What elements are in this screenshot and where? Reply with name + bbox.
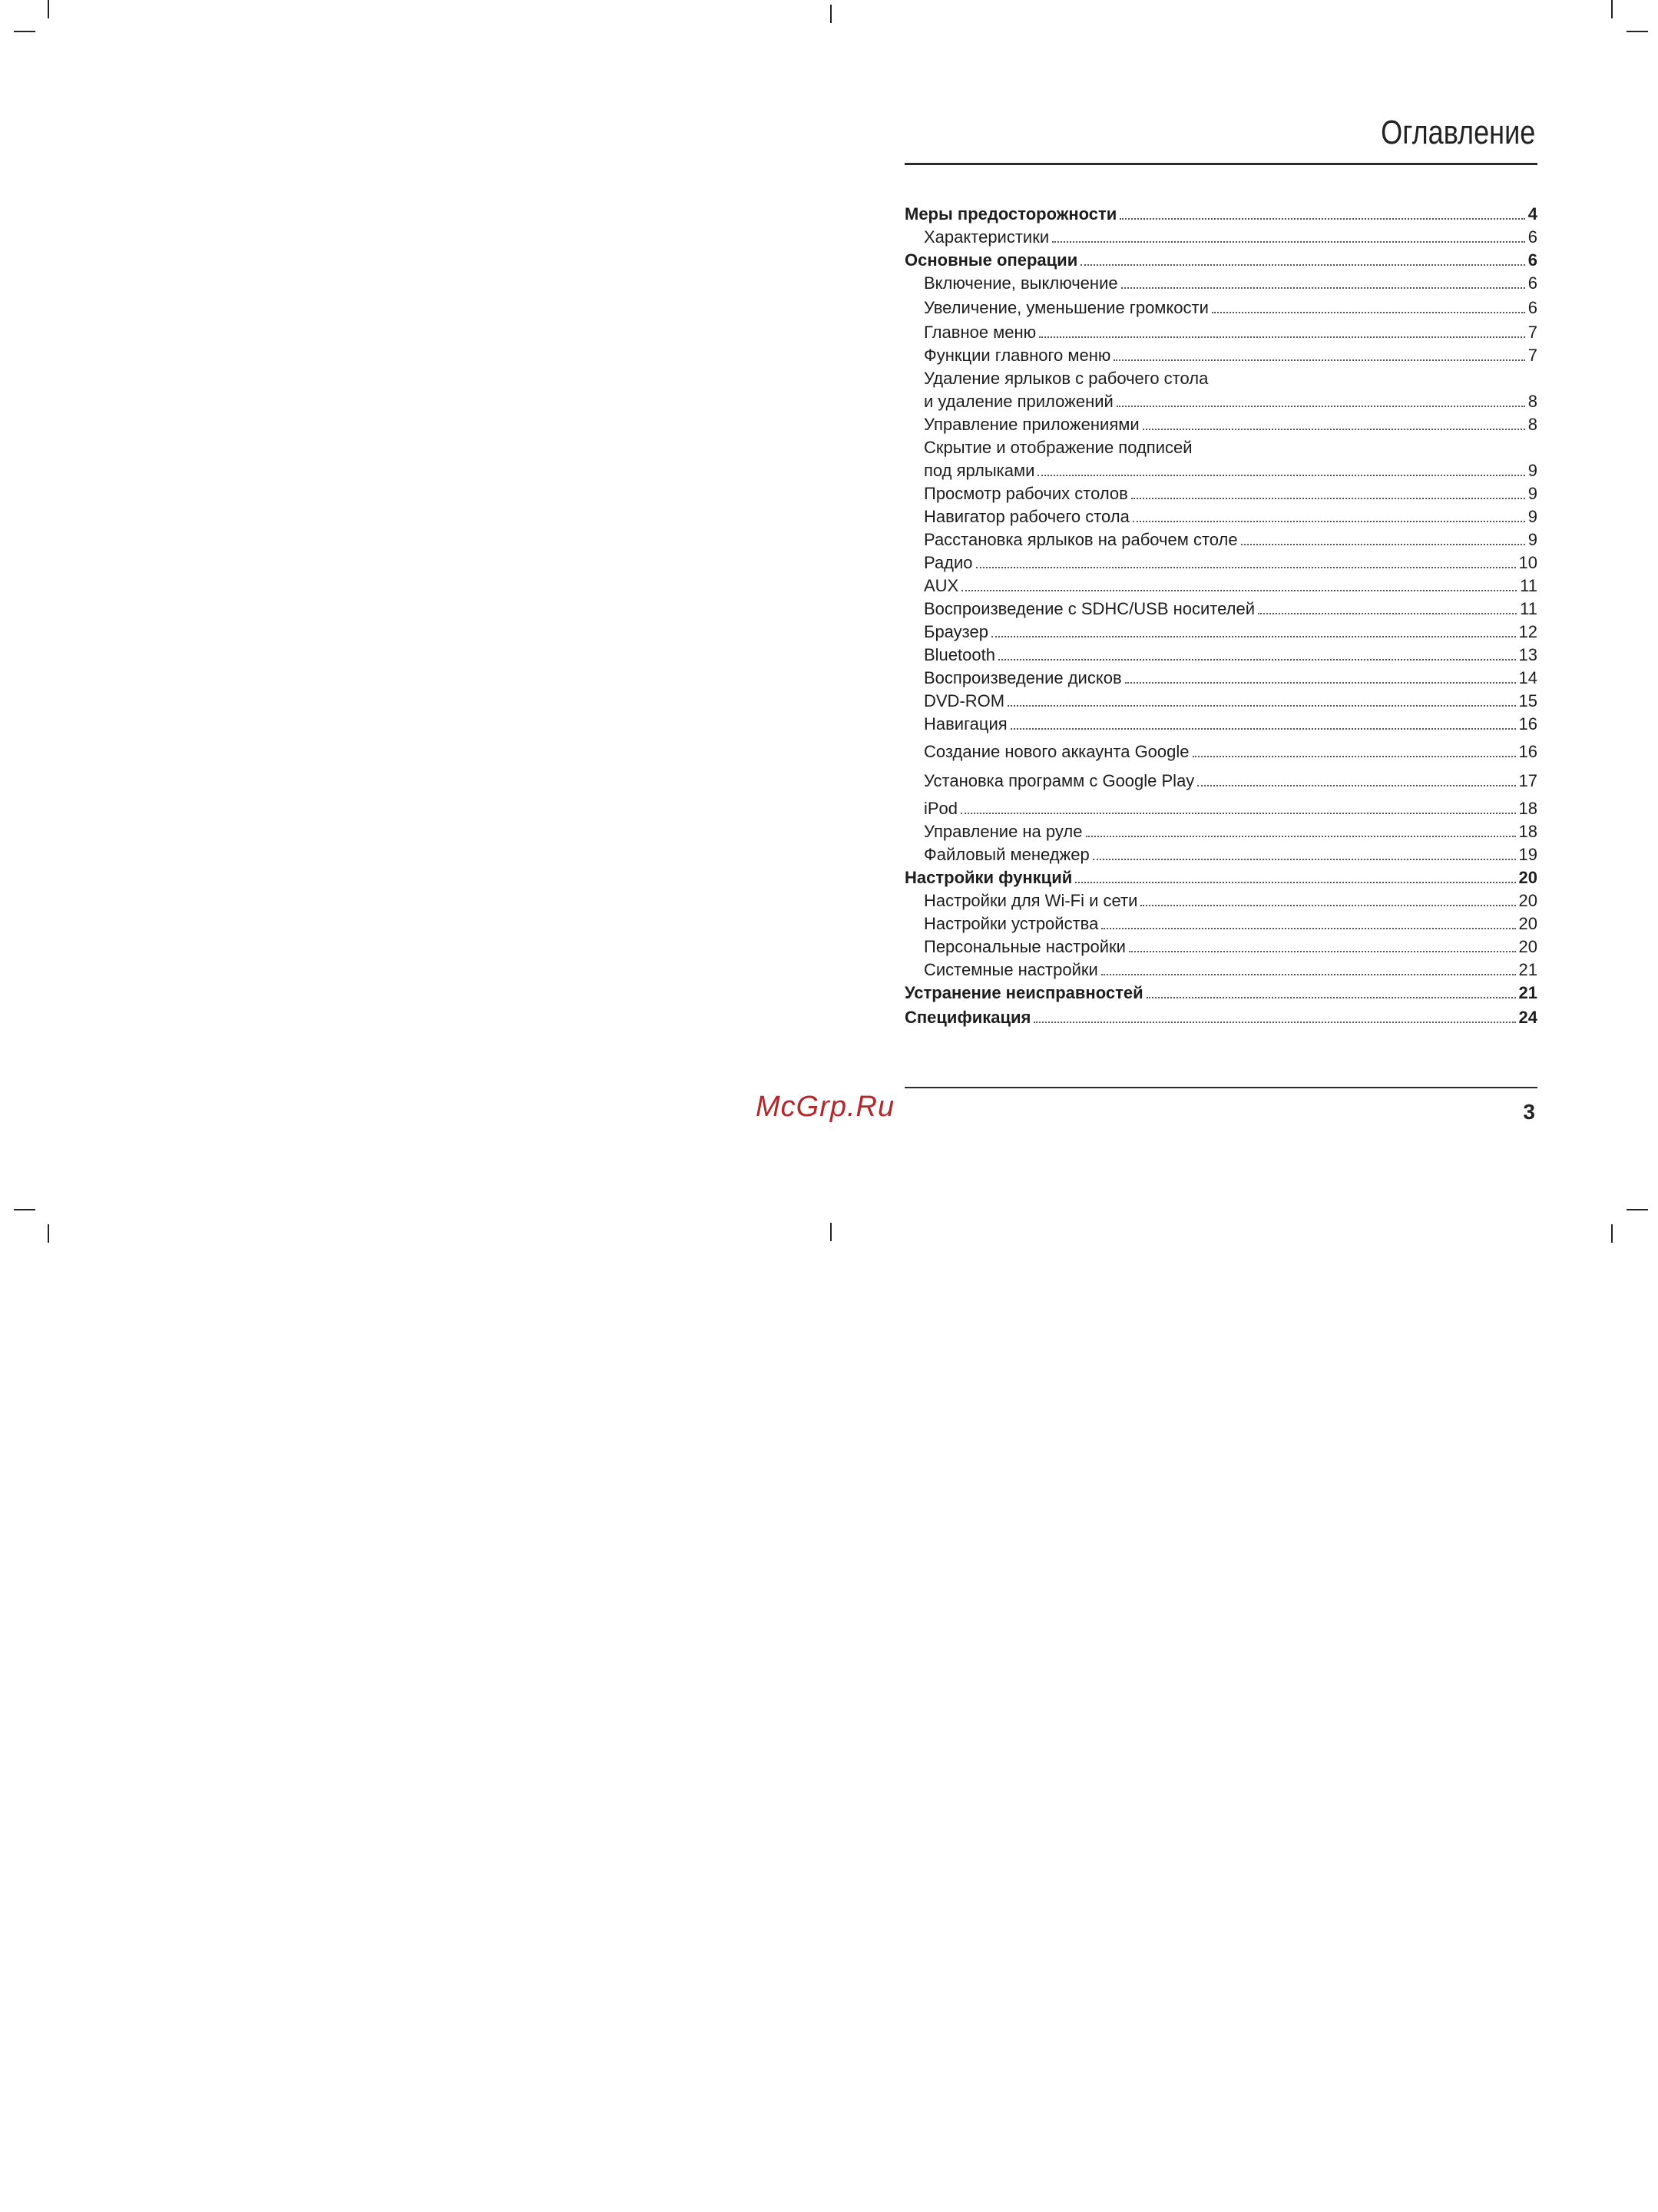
toc-entry [924,739,1537,762]
crop-mark [1611,1224,1613,1243]
toc-entry-page: 20 [1518,914,1537,933]
toc-leader-dots [1143,429,1525,430]
toc-entry [924,458,1537,481]
toc-entry [924,550,1537,573]
toc-entry-label: Устранение неисправностей [905,983,1143,1002]
toc-entry [924,527,1537,550]
toc-entry-page: 9 [1527,484,1537,503]
toc-entry-label: Основные операции [905,250,1078,270]
toc-entry-page: 19 [1518,845,1537,864]
toc-entry-page: 8 [1527,415,1537,434]
toc-leader-dots [1075,882,1515,883]
page-number: 3 [1523,1100,1535,1124]
toc-entry-label: Скрытие и отображение подписей [924,438,1193,457]
toc-leader-dots [976,567,1516,568]
toc-entry [924,768,1537,791]
toc-entry [905,865,1537,888]
toc-entry-label: под ярлыками [924,461,1035,480]
toc-entry [924,366,1537,389]
toc-entry-page: 15 [1518,691,1537,710]
toc-entry [924,619,1537,642]
toc-entry-page: 6 [1527,273,1537,293]
toc-entry-label: Главное меню [924,323,1037,342]
toc-entry-page: 11 [1520,599,1537,618]
toc-entry-page: 21 [1518,983,1537,1002]
toc-entry-page: 11 [1520,576,1537,595]
toc-entry-page: 9 [1527,530,1537,549]
toc-entry-page: 8 [1527,392,1537,411]
toc-entry-page: 14 [1518,668,1537,687]
toc-leader-dots [1101,974,1516,975]
toc-entry [924,888,1537,911]
toc-entry-page: 6 [1527,227,1537,247]
toc-leader-dots [991,636,1516,637]
toc-entry-page: 24 [1518,1008,1537,1027]
toc-entry-label: Радио [924,553,973,572]
toc-entry-page: 7 [1527,346,1537,365]
toc-entry [924,320,1537,343]
toc-entry-label: Управление на руле [924,822,1083,841]
title-divider [905,163,1537,165]
toc-entry [924,688,1537,711]
toc-entry [924,957,1537,980]
toc-entry [905,247,1537,270]
toc-leader-dots [1117,406,1525,407]
toc-entry [924,934,1537,957]
toc-leader-dots [1131,498,1525,499]
toc-entry [905,980,1537,1003]
toc-entry [924,573,1537,596]
toc-leader-dots [1212,312,1525,313]
toc-entry-page: 18 [1518,799,1537,818]
toc-entry-label: Функции главного меню [924,346,1111,365]
toc-entry-page: 12 [1518,622,1537,641]
toc-entry [924,270,1537,293]
toc-leader-dots [961,590,1517,591]
toc-entry-page: 9 [1527,507,1537,526]
watermark: McGrp.Ru [756,1091,895,1123]
toc-leader-dots [1008,705,1515,707]
toc-entry-label: AUX [924,576,959,595]
crop-mark [14,1209,35,1210]
toc-entry [924,711,1537,734]
toc-leader-dots [998,659,1516,661]
toc-leader-dots [1081,264,1525,266]
toc-entry-label: Браузер [924,622,988,641]
toc-leader-dots [1258,613,1517,614]
toc-entry [924,796,1537,819]
toc-leader-dots [1125,682,1516,684]
toc-entry-page: 20 [1518,868,1537,887]
toc-entry-page: 4 [1527,204,1537,224]
toc-entry [924,842,1537,865]
crop-mark [48,0,49,18]
crop-mark [830,5,832,23]
toc-entry-label: Воспроизведение дисков [924,668,1122,687]
toc-entry-page: 7 [1527,323,1537,342]
toc-leader-dots [1121,287,1525,289]
toc-entry-label: Увеличение, уменьшение громкости [924,298,1209,317]
toc-entry [924,504,1537,527]
toc-leader-dots [961,813,1515,814]
toc-entry-label: Спецификация [905,1008,1031,1027]
toc-entry-label: DVD-ROM [924,691,1005,710]
toc-entry-page: 6 [1527,298,1537,317]
toc-leader-dots [1120,218,1524,220]
toc-entry [924,642,1537,665]
toc-leader-dots [1193,756,1516,757]
toc-entry [924,435,1537,458]
toc-entry-label: Настройки устройства [924,914,1099,933]
crop-mark [1611,0,1613,18]
toc-leader-dots [1197,785,1515,786]
toc-entry-page: 20 [1518,937,1537,956]
toc-entry-label: Включение, выключение [924,273,1118,293]
toc-entry-label: и удаление приложений [924,392,1114,411]
toc-entry-label: Навигация [924,714,1008,733]
toc-entry-label: iPod [924,799,958,818]
toc-leader-dots [1241,544,1525,545]
toc-leader-dots [1011,728,1516,730]
toc-entry-label: Управление приложениями [924,415,1140,434]
toc-entry [905,201,1537,224]
toc-entry [924,911,1537,934]
toc-entry-label: Системные настройки [924,960,1098,979]
toc-entry [905,1005,1537,1028]
crop-mark [830,1223,832,1241]
toc-entry-label: Установка программ с Google Play [924,771,1195,790]
toc-entry-page: 13 [1518,645,1537,664]
toc-leader-dots [1037,475,1524,476]
toc-leader-dots [1034,1022,1515,1023]
toc-entry [924,819,1537,842]
toc-entry-page: 16 [1518,714,1537,733]
toc-entry [924,224,1537,247]
crop-mark [1627,1209,1648,1210]
toc-entry-page: 6 [1527,250,1537,270]
toc-entry-label: Bluetooth [924,645,995,664]
toc-entry [924,481,1537,504]
toc-entry [924,596,1537,619]
footer-divider [905,1087,1537,1088]
toc-entry-label: Просмотр рабочих столов [924,484,1128,503]
page-title: Оглавление [1380,114,1535,151]
toc-entry-page: 16 [1518,742,1537,761]
toc-entry-page: 10 [1518,553,1537,572]
toc-entry-page: 9 [1527,461,1537,480]
toc-entry-label: Удаление ярлыков с рабочего стола [924,369,1209,388]
toc-leader-dots [1114,359,1524,361]
toc-leader-dots [1133,521,1525,522]
toc-leader-dots [1101,928,1515,929]
toc-leader-dots [1052,241,1525,243]
toc-entry-label: Навигатор рабочего стола [924,507,1130,526]
toc-entry-page: 21 [1518,960,1537,979]
toc-entry [924,295,1537,318]
toc-entry [924,665,1537,688]
toc-leader-dots [1039,336,1525,338]
toc-leader-dots [1129,951,1516,952]
toc-entry-page: 17 [1518,771,1537,790]
crop-mark [48,1224,49,1243]
toc-entry-label: Персональные настройки [924,937,1126,956]
toc-entry-page: 20 [1518,891,1537,910]
toc-entry-label: Настройки для Wi-Fi и сети [924,891,1138,910]
toc-leader-dots [1093,859,1516,860]
crop-mark [1627,31,1648,32]
toc-entry-page: 18 [1518,822,1537,841]
crop-mark [14,31,35,32]
toc-entry-label: Характеристики [924,227,1050,247]
toc-leader-dots [1140,905,1515,906]
toc-entry-label: Создание нового аккаунта Google [924,742,1190,761]
toc-leader-dots [1086,836,1516,837]
toc-entry [924,389,1537,412]
toc-leader-dots [1147,997,1516,998]
toc-entry-label: Меры предосторожности [905,204,1117,224]
toc-entry [924,343,1537,366]
toc-entry-label: Настройки функций [905,868,1073,887]
toc-entry-label: Расстановка ярлыков на рабочем столе [924,530,1238,549]
toc-entry-label: Файловый менеджер [924,845,1090,864]
toc-entry-label: Воспроизведение с SDHC/USB носителей [924,599,1255,618]
toc-entry [924,412,1537,435]
